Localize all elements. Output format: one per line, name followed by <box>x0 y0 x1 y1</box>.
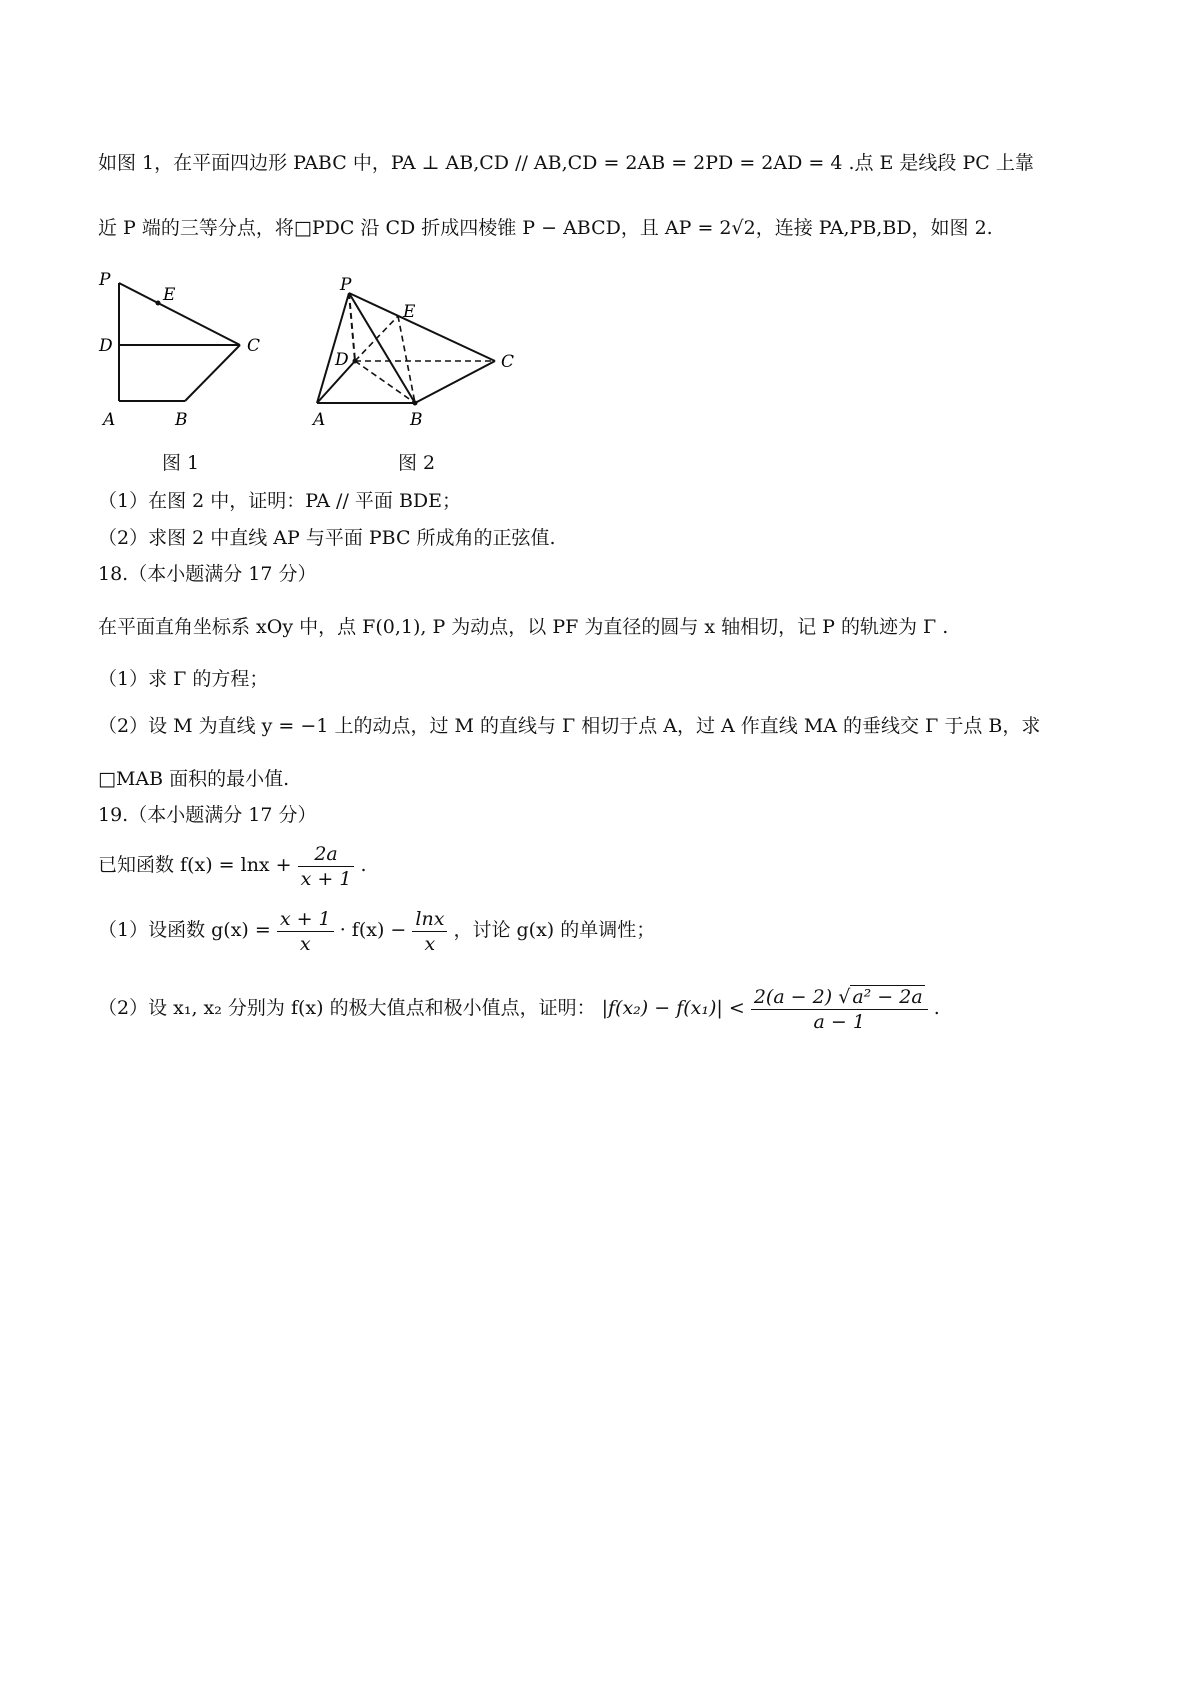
fig1-point-E <box>156 301 161 306</box>
q19-part1-frac2-den: x <box>424 932 436 955</box>
q19-header: 19.（本小题满分 17 分） <box>98 804 317 826</box>
q17-part2: （2）求图 2 中直线 AP 与平面 PBC 所成角的正弦值. <box>98 527 556 549</box>
q17-line2: 近 P 端的三等分点，将□PDC 沿 CD 折成四棱锥 P − ABCD，且 AP = 2√2，连接 PA,PB,BD，如图 2. <box>98 217 993 239</box>
q19-part1-frac1-num: x + 1 <box>277 907 334 932</box>
fig1-label-B: B <box>175 410 188 430</box>
fig1-label-A: A <box>103 410 116 430</box>
q19-part1-fraction2 <box>412 907 447 956</box>
q19-part1-prefix: （1）设函数 g(x) = <box>98 919 271 941</box>
fig1-label-C: C <box>247 336 261 356</box>
fig2-label-P: P <box>340 275 352 295</box>
fig1-edge-BC <box>185 345 240 401</box>
q19-part2 <box>98 983 940 1034</box>
q18-part2-line1: （2）设 M 为直线 y = −1 上的动点，过 M 的直线与 Γ 相切于点 A，过 A 作直线 MA 的垂线交 Γ 于点 B，求 <box>98 715 1041 737</box>
q19-part2-frac-num <box>751 985 928 1010</box>
fig2-edge-PC <box>349 293 495 361</box>
figure-1-diagram <box>95 265 270 430</box>
q19-stem <box>98 840 367 891</box>
fig2-label-C: C <box>501 352 515 372</box>
q19-stem-fraction <box>298 842 355 891</box>
q19-stem-prefix: 已知函数 f(x) = lnx + <box>98 854 292 876</box>
fig1-caption: 图 1 <box>162 452 200 474</box>
fig1-label-P: P <box>99 270 111 290</box>
q19-part2-frac-num-a: 2(a − 2) <box>753 985 833 1008</box>
q19-part1-mid: · f(x) − <box>339 919 407 941</box>
q19-part1 <box>98 905 655 956</box>
fig2-caption: 图 2 <box>398 452 436 474</box>
q18-part1: （1）求 Γ 的方程； <box>98 668 269 690</box>
q19-part2-abs: |f(x₂) − f(x₁)| < <box>601 997 745 1019</box>
q17-line1: 如图 1，在平面四边形 PABC 中，PA ⊥ AB,CD // AB,CD = 2AB = 2PD = 2AD = 4 .点 E 是线段 PC 上靠 <box>98 152 1034 174</box>
fig1-label-D: D <box>99 336 113 356</box>
q17-part1: （1）在图 2 中，证明：PA // 平面 BDE； <box>98 490 462 512</box>
fig2-label-B: B <box>410 410 423 430</box>
q19-part1-fraction1 <box>277 907 334 956</box>
q19-stem-frac-num: 2a <box>298 842 355 867</box>
q18-part2-line2: □MAB 面积的最小值. <box>98 768 290 790</box>
fig2-edge-BC <box>415 361 495 403</box>
fig2-label-E: E <box>403 302 416 322</box>
q19-part2-fraction <box>751 985 928 1034</box>
q19-part2-frac-num-sqrt: a² − 2a <box>852 985 923 1008</box>
fig2-point-D <box>353 359 358 364</box>
q19-part1-suffix: ，讨论 g(x) 的单调性； <box>453 919 656 941</box>
q19-part2-suffix: . <box>933 997 940 1019</box>
q19-part1-frac2-num: lnx <box>412 907 447 932</box>
q19-stem-suffix: . <box>360 854 367 876</box>
q18-header: 18.（本小题满分 17 分） <box>98 563 317 585</box>
fig2-label-A: A <box>313 410 326 430</box>
q19-part2-prefix: （2）设 x₁, x₂ 分别为 f(x) 的极大值点和极小值点，证明： <box>98 997 596 1019</box>
figure-2-diagram <box>305 275 530 435</box>
fig2-edge-DE <box>355 316 398 361</box>
sqrt-symbol: √ <box>838 985 851 1008</box>
fig2-label-D: D <box>335 350 349 370</box>
fig1-label-E: E <box>163 285 176 305</box>
q19-part2-frac-den: a − 1 <box>813 1010 865 1033</box>
fig2-edge-DB <box>355 361 415 403</box>
q19-stem-frac-den: x + 1 <box>300 867 352 890</box>
q18-stem: 在平面直角坐标系 xOy 中，点 F(0,1), P 为动点，以 PF 为直径的圆与 x 轴相切，记 P 的轨迹为 Γ . <box>98 616 949 638</box>
q19-part1-frac1-den: x <box>299 932 311 955</box>
fig2-point-B <box>413 401 418 406</box>
fig1-edge-PC <box>119 283 240 345</box>
